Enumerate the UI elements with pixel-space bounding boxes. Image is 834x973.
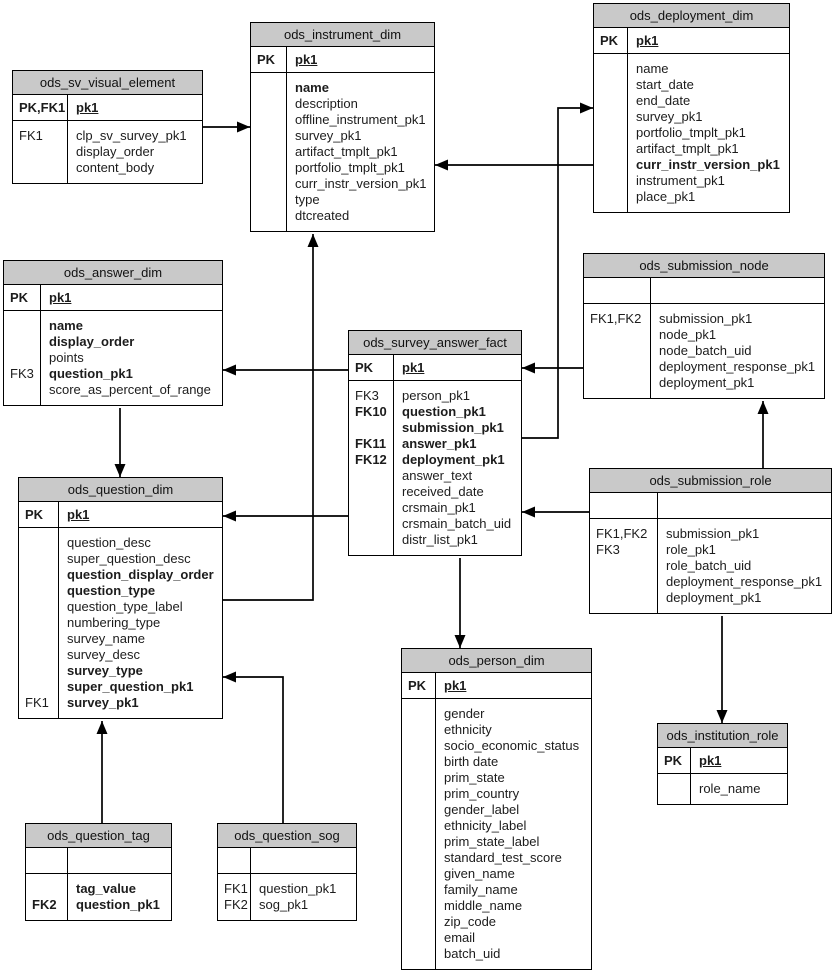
- fk-key-label: [25, 551, 58, 567]
- table-ods_deployment_dim: [593, 3, 790, 213]
- pk-row: [584, 278, 824, 304]
- pk-key-label: PK: [19, 502, 59, 527]
- pk-row: [594, 28, 789, 54]
- attribute-label: zip_code: [444, 914, 497, 929]
- table-title: ods_question_sog: [218, 824, 356, 848]
- attribute-label: sog_pk1: [259, 897, 309, 912]
- table-ods_instrument_dim: [250, 22, 435, 232]
- attribute-label: answer_pk1: [402, 436, 477, 451]
- pk-row: [251, 47, 434, 73]
- attribute-label: birth date: [444, 754, 499, 769]
- table-title: ods_institution_role: [658, 724, 787, 748]
- attribute-label: dtcreated: [295, 208, 350, 223]
- table-ods_person_dim: [401, 648, 592, 970]
- attribute-label: numbering_type: [67, 615, 161, 630]
- fk-key-label: [355, 500, 393, 516]
- attribute-label: question_pk1: [49, 366, 133, 381]
- fk-key-label: [408, 898, 435, 914]
- fk-key-label: [408, 786, 435, 802]
- fk-key-label: [590, 327, 650, 343]
- arrowhead-icon: [237, 122, 250, 133]
- attribute-label: score_as_percent_of_range: [49, 382, 211, 397]
- fk-key-column: [251, 73, 287, 231]
- attribute-column: [287, 73, 434, 231]
- attribute-label: submission_pk1: [666, 526, 760, 541]
- attribute-label: portfolio_tmplt_pk1: [295, 160, 405, 175]
- table-title: ods_question_tag: [26, 824, 171, 848]
- fk-key-label: FK2: [224, 897, 248, 912]
- fk-key-label: [600, 173, 627, 189]
- table-ods_sv_visual_element: [12, 70, 203, 184]
- attribute-column: [394, 381, 521, 555]
- attribute-column: [658, 519, 831, 613]
- attribute-label: question_pk1: [259, 881, 337, 896]
- arrowhead-icon: [223, 365, 236, 376]
- connector-question-sog-to-question-dim: [223, 677, 283, 823]
- fk-key-column: [4, 311, 41, 405]
- fk-key-label: [590, 359, 650, 375]
- fk-key-label: FK3: [355, 388, 379, 403]
- fk-key-column: [584, 304, 651, 398]
- pk-row: [349, 355, 521, 381]
- fk-key-label: [408, 738, 435, 754]
- fk-key-label: [257, 96, 286, 112]
- attribute-label: super_question_pk1: [67, 679, 194, 694]
- pk-key-label: PK: [349, 355, 394, 380]
- attribute-label: submission_pk1: [659, 311, 753, 326]
- fk-key-label: FK1: [25, 695, 49, 710]
- attribute-label: batch_uid: [444, 946, 501, 961]
- attribute-label: super_question_desc: [67, 551, 191, 566]
- arrowhead-icon: [522, 363, 535, 374]
- fk-key-label: [25, 615, 58, 631]
- attributes-row: [658, 774, 787, 804]
- fk-key-label: [408, 706, 435, 722]
- fk-key-column: [402, 699, 436, 969]
- attribute-label: family_name: [444, 882, 518, 897]
- attribute-label: middle_name: [444, 898, 523, 913]
- pk-row: [26, 848, 171, 874]
- fk-key-label: [10, 382, 40, 398]
- table-ods_question_dim: [18, 477, 223, 719]
- fk-key-label: [408, 722, 435, 738]
- attribute-column: [651, 304, 824, 398]
- pk-field-label: pk1: [49, 289, 72, 305]
- fk-key-label: [257, 208, 286, 224]
- table-title: ods_answer_dim: [4, 261, 222, 285]
- attribute-label: node_batch_uid: [659, 343, 752, 358]
- attribute-label: question_display_order: [67, 567, 214, 582]
- fk-key-label: [408, 754, 435, 770]
- attribute-label: deployment_pk1: [402, 452, 505, 467]
- fk-key-column: [19, 528, 59, 718]
- attribute-label: email: [444, 930, 476, 945]
- arrowhead-icon: [223, 672, 236, 683]
- fk-key-label: [257, 80, 286, 96]
- fk-key-column: [26, 874, 68, 920]
- fk-key-label: [355, 484, 393, 500]
- fk-key-label: [257, 112, 286, 128]
- attribute-label: clp_sv_survey_pk1: [76, 128, 187, 143]
- pk-key-label: PK: [658, 748, 691, 773]
- fk-key-label: [600, 141, 627, 157]
- attribute-label: type: [295, 192, 320, 207]
- fk-key-label: FK2: [32, 897, 57, 912]
- arrowhead-icon: [455, 635, 466, 648]
- pk-key-label: [26, 848, 68, 873]
- attribute-label: person_pk1: [402, 388, 470, 403]
- pk-field-label: [68, 848, 171, 873]
- fk-key-label: [32, 881, 67, 897]
- attribute-label: crsmain_pk1: [402, 500, 476, 515]
- attribute-label: ethnicity: [444, 722, 492, 737]
- pk-field-label: pk1: [402, 359, 425, 375]
- fk-key-label: [25, 599, 58, 615]
- fk-key-label: FK11: [355, 436, 387, 451]
- fk-key-label: FK1: [224, 881, 248, 896]
- pk-row: [19, 502, 222, 528]
- attribute-label: ethnicity_label: [444, 818, 527, 833]
- fk-key-label: [355, 516, 393, 532]
- fk-key-label: FK1,FK2: [596, 526, 648, 541]
- table-ods_institution_role: [657, 723, 788, 805]
- attribute-label: deployment_pk1: [659, 375, 755, 390]
- fk-key-label: [355, 420, 393, 436]
- attribute-label: display_order: [49, 334, 135, 349]
- arrowhead-icon: [97, 721, 108, 734]
- table-title: ods_survey_answer_fact: [349, 331, 521, 355]
- fk-key-label: [355, 468, 393, 484]
- attribute-label: deployment_response_pk1: [659, 359, 816, 374]
- fk-key-label: [408, 866, 435, 882]
- fk-key-label: [408, 770, 435, 786]
- attributes-row: [19, 528, 222, 718]
- attribute-label: node_pk1: [659, 327, 717, 342]
- fk-key-label: [25, 663, 58, 679]
- pk-field-label: pk1: [76, 99, 99, 115]
- attribute-label: name: [636, 61, 669, 76]
- attribute-column: [628, 54, 789, 212]
- fk-key-label: [590, 343, 650, 359]
- fk-key-column: [590, 519, 658, 613]
- attribute-label: survey_type: [67, 663, 143, 678]
- pk-field-label: pk1: [699, 752, 722, 768]
- table-ods_answer_dim: [3, 260, 223, 406]
- fk-key-label: [408, 882, 435, 898]
- fk-key-label: [596, 590, 657, 606]
- attribute-label: name: [49, 318, 83, 333]
- fk-key-label: [257, 128, 286, 144]
- attribute-label: end_date: [636, 93, 691, 108]
- attribute-label: prim_country: [444, 786, 520, 801]
- table-title: ods_submission_node: [584, 254, 824, 278]
- table-title: ods_submission_role: [590, 469, 831, 493]
- fk-key-label: [25, 567, 58, 583]
- pk-key-label: [590, 493, 658, 518]
- attribute-label: socio_economic_status: [444, 738, 580, 753]
- attribute-label: description: [295, 96, 358, 111]
- attribute-label: question_type: [67, 583, 156, 598]
- attribute-label: answer_text: [402, 468, 473, 483]
- attribute-label: artifact_tmplt_pk1: [636, 141, 739, 156]
- fk-key-label: FK1: [19, 128, 43, 143]
- attribute-label: role_batch_uid: [666, 558, 752, 573]
- pk-field-label: [658, 493, 831, 518]
- pk-row: [658, 748, 787, 774]
- table-title: ods_deployment_dim: [594, 4, 789, 28]
- attribute-label: question_pk1: [402, 404, 486, 419]
- attribute-label: prim_state_label: [444, 834, 540, 849]
- attribute-label: content_body: [76, 160, 155, 175]
- fk-key-label: [408, 850, 435, 866]
- attribute-column: [68, 121, 202, 183]
- attributes-row: [251, 73, 434, 231]
- fk-key-label: FK10: [355, 404, 387, 419]
- fk-key-label: FK12: [355, 452, 387, 467]
- attribute-label: offline_instrument_pk1: [295, 112, 426, 127]
- attribute-column: [41, 311, 222, 405]
- pk-row: [4, 285, 222, 311]
- fk-key-label: [19, 160, 67, 176]
- fk-key-label: FK1,FK2: [590, 311, 642, 326]
- attribute-label: artifact_tmplt_pk1: [295, 144, 398, 159]
- attribute-label: curr_instr_version_pk1: [295, 176, 427, 191]
- attribute-label: role_pk1: [666, 542, 716, 557]
- fk-key-label: [25, 647, 58, 663]
- attribute-label: display_order: [76, 144, 155, 159]
- attribute-label: distr_list_pk1: [402, 532, 478, 547]
- table-ods_submission_node: [583, 253, 825, 399]
- pk-field-label: pk1: [444, 677, 467, 693]
- arrowhead-icon: [580, 103, 593, 114]
- attribute-label: survey_name: [67, 631, 146, 646]
- fk-key-label: [19, 144, 67, 160]
- attribute-label: place_pk1: [636, 189, 696, 204]
- fk-key-label: [25, 535, 58, 551]
- fk-key-label: [600, 61, 627, 77]
- attribute-label: name: [295, 80, 329, 95]
- fk-key-label: [408, 834, 435, 850]
- arrowhead-icon: [435, 160, 448, 171]
- table-ods_question_sog: [217, 823, 357, 921]
- attributes-row: [4, 311, 222, 405]
- attribute-label: question_desc: [67, 535, 151, 550]
- attribute-column: [68, 874, 171, 920]
- attribute-label: gender: [444, 706, 485, 721]
- table-title: ods_sv_visual_element: [13, 71, 202, 95]
- fk-key-label: [25, 583, 58, 599]
- fk-key-column: [594, 54, 628, 212]
- pk-key-label: PK,FK1: [13, 95, 68, 120]
- attribute-column: [436, 699, 591, 969]
- attributes-row: [13, 121, 202, 183]
- fk-key-label: [257, 160, 286, 176]
- attribute-label: tag_value: [76, 881, 136, 896]
- attributes-row: [218, 874, 356, 920]
- pk-field-label: pk1: [67, 506, 90, 522]
- fk-key-label: [664, 781, 690, 797]
- attribute-column: [251, 874, 356, 920]
- table-ods_survey_answer_fact: [348, 330, 522, 556]
- fk-key-label: [257, 176, 286, 192]
- pk-key-label: PK: [594, 28, 628, 53]
- fk-key-label: [596, 574, 657, 590]
- arrowhead-icon: [115, 464, 126, 477]
- pk-key-label: PK: [4, 285, 41, 310]
- arrowhead-icon: [758, 401, 769, 414]
- arrowhead-icon: [223, 511, 236, 522]
- fk-key-label: [600, 125, 627, 141]
- attribute-label: survey_pk1: [67, 695, 139, 710]
- pk-key-label: [584, 278, 651, 303]
- arrowhead-icon: [717, 710, 728, 723]
- connector-question-dim-to-instrument-dim: [223, 234, 313, 600]
- fk-key-label: [257, 144, 286, 160]
- fk-key-column: [349, 381, 394, 555]
- attributes-row: [584, 304, 824, 398]
- pk-key-label: [218, 848, 251, 873]
- attribute-label: prim_state: [444, 770, 505, 785]
- fk-key-label: [600, 157, 627, 173]
- fk-key-label: [408, 818, 435, 834]
- attribute-label: points: [49, 350, 84, 365]
- pk-field-label: pk1: [636, 32, 659, 48]
- fk-key-label: [408, 930, 435, 946]
- fk-key-label: [408, 914, 435, 930]
- fk-key-label: [355, 532, 393, 548]
- attribute-label: question_type_label: [67, 599, 183, 614]
- attribute-column: [691, 774, 787, 804]
- attribute-label: gender_label: [444, 802, 520, 817]
- fk-key-label: [25, 631, 58, 647]
- attributes-row: [349, 381, 521, 555]
- fk-key-label: [408, 946, 435, 962]
- pk-row: [590, 493, 831, 519]
- fk-key-label: [257, 192, 286, 208]
- pk-row: [218, 848, 356, 874]
- pk-field-label: [651, 278, 824, 303]
- attribute-label: survey_pk1: [295, 128, 362, 143]
- fk-key-column: [13, 121, 68, 183]
- pk-key-label: PK: [251, 47, 287, 72]
- attribute-label: given_name: [444, 866, 515, 881]
- attribute-label: survey_pk1: [636, 109, 703, 124]
- table-title: ods_instrument_dim: [251, 23, 434, 47]
- fk-key-column: [218, 874, 251, 920]
- fk-key-label: [10, 334, 40, 350]
- attribute-label: curr_instr_version_pk1: [636, 157, 780, 172]
- pk-key-label: PK: [402, 673, 436, 698]
- attribute-label: submission_pk1: [402, 420, 504, 435]
- attribute-label: portfolio_tmplt_pk1: [636, 125, 746, 140]
- fk-key-label: [25, 679, 58, 695]
- table-ods_submission_role: [589, 468, 832, 614]
- attribute-label: deployment_pk1: [666, 590, 762, 605]
- attribute-label: question_pk1: [76, 897, 160, 912]
- fk-key-label: FK3: [596, 542, 620, 557]
- table-title: ods_person_dim: [402, 649, 591, 673]
- fk-key-label: [600, 77, 627, 93]
- attributes-row: [402, 699, 591, 969]
- pk-row: [13, 95, 202, 121]
- table-ods_question_tag: [25, 823, 172, 921]
- attributes-row: [590, 519, 831, 613]
- fk-key-column: [658, 774, 691, 804]
- fk-key-label: [600, 189, 627, 205]
- attribute-label: start_date: [636, 77, 694, 92]
- attribute-label: role_name: [699, 781, 761, 796]
- attribute-column: [59, 528, 222, 718]
- pk-field-label: [251, 848, 356, 873]
- attributes-row: [594, 54, 789, 212]
- attribute-label: deployment_response_pk1: [666, 574, 823, 589]
- fk-key-label: FK3: [10, 366, 34, 381]
- fk-key-label: [10, 318, 40, 334]
- fk-key-label: [600, 93, 627, 109]
- fk-key-label: [408, 802, 435, 818]
- arrowhead-icon: [308, 234, 319, 247]
- pk-field-label: pk1: [295, 51, 318, 67]
- attribute-label: crsmain_batch_uid: [402, 516, 512, 531]
- fk-key-label: [10, 350, 40, 366]
- attribute-label: standard_test_score: [444, 850, 562, 865]
- attribute-label: survey_desc: [67, 647, 140, 662]
- pk-row: [402, 673, 591, 699]
- fk-key-label: [590, 375, 650, 391]
- attribute-label: received_date: [402, 484, 484, 499]
- arrowhead-icon: [522, 507, 535, 518]
- attributes-row: [26, 874, 171, 920]
- fk-key-label: [596, 558, 657, 574]
- fk-key-label: [600, 109, 627, 125]
- attribute-label: instrument_pk1: [636, 173, 725, 188]
- table-title: ods_question_dim: [19, 478, 222, 502]
